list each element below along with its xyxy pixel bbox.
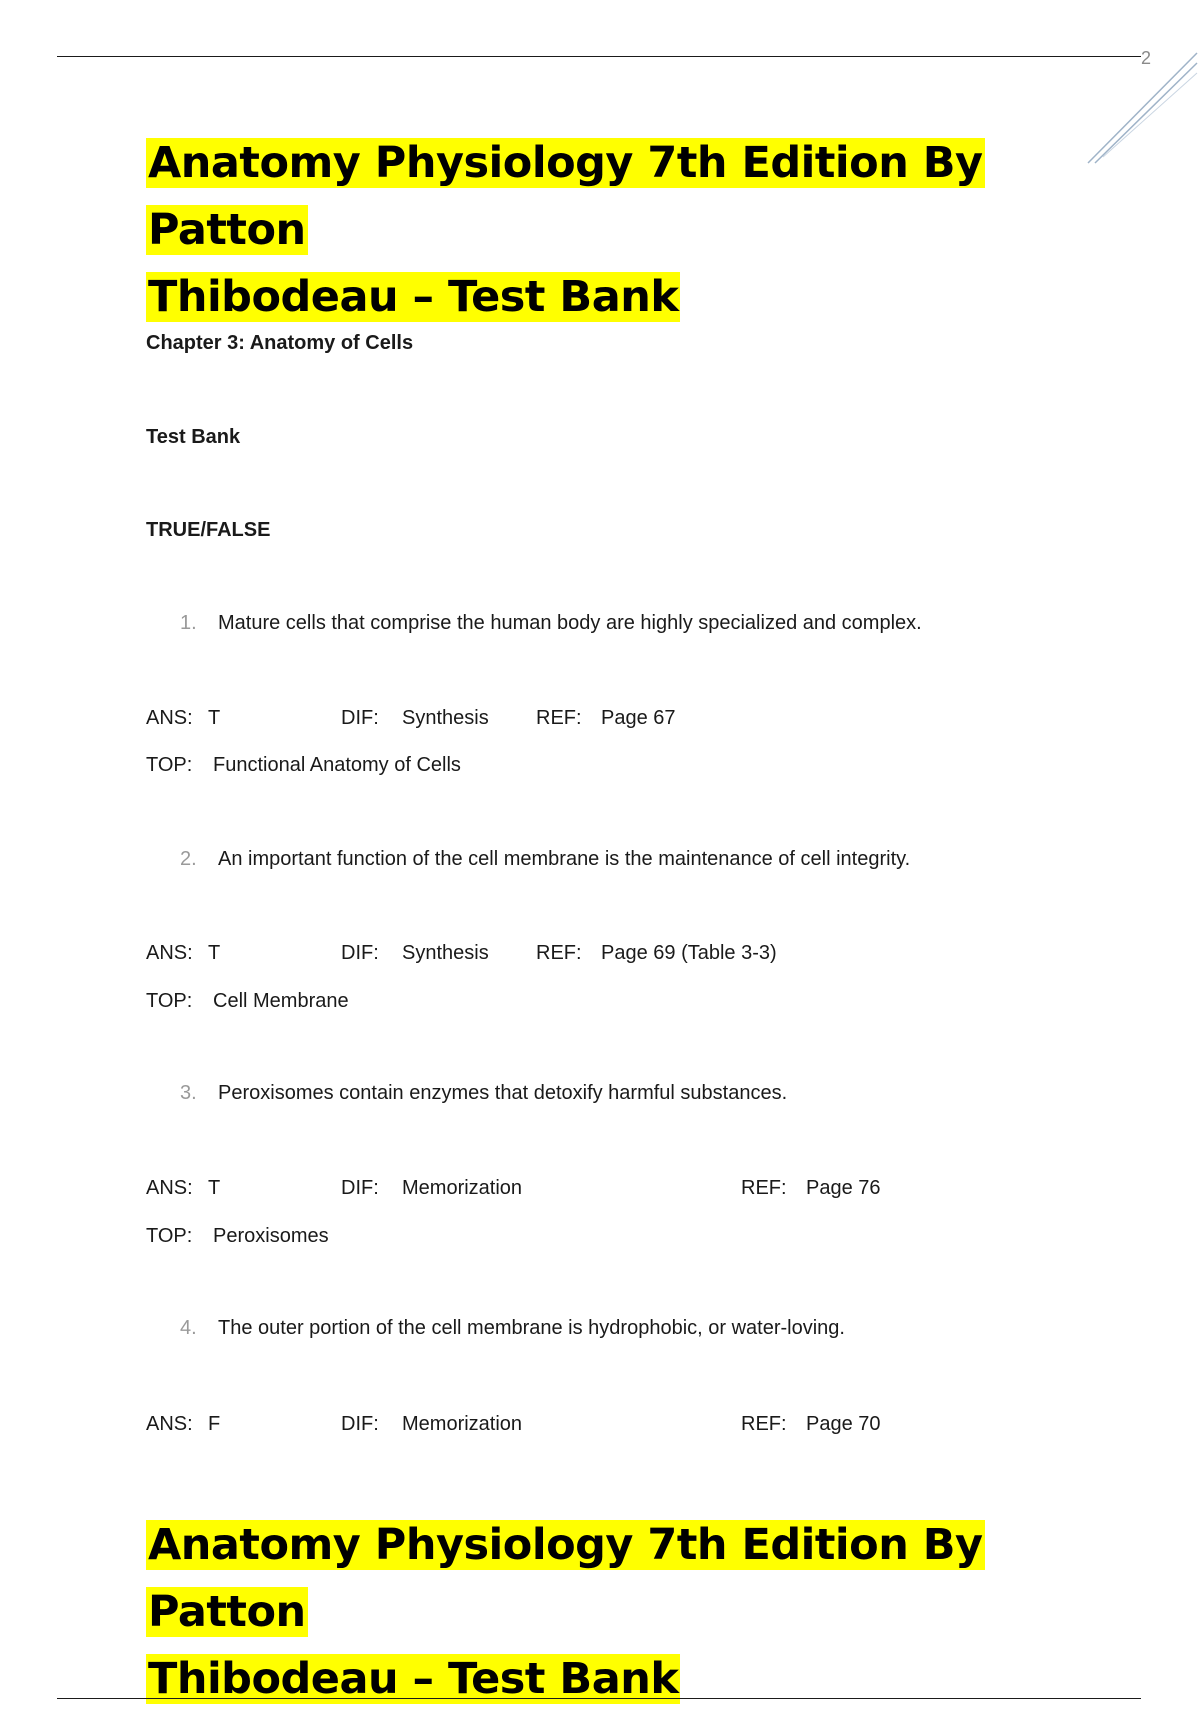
question-1 [180, 612, 922, 635]
question-number: 3. [180, 1082, 197, 1104]
question-text: The outer portion of the cell membrane is hydrophobic, or water-loving. [218, 1317, 845, 1339]
question-text: An important function of the cell membrane is the maintenance of cell integrity. [218, 848, 911, 870]
ans-label: ANS: [146, 707, 193, 729]
subtitle-heading: Test Bank [146, 426, 241, 448]
header-rule [57, 56, 1141, 57]
ans-value: T [208, 942, 221, 964]
top-value: Peroxisomes [213, 1225, 329, 1247]
ref-value: Page 69 (Table 3-3) [601, 942, 777, 964]
document-title [146, 130, 1096, 331]
dif-label: DIF: [341, 1413, 379, 1435]
ref-value: Page 67 [601, 707, 676, 729]
title-line-1: Anatomy Physiology 7th Edition By Patton [148, 1520, 983, 1637]
chapter-heading: Chapter 3: Anatomy of Cells [146, 332, 414, 354]
question-4 [180, 1317, 845, 1340]
top-value: Functional Anatomy of Cells [213, 754, 461, 776]
top-label: TOP: [146, 1225, 193, 1247]
ans-value: F [208, 1413, 221, 1435]
ref-value: Page 76 [806, 1177, 881, 1199]
dif-label: DIF: [341, 1177, 379, 1199]
ref-label: REF: [536, 942, 582, 964]
footer-rule [57, 1698, 1141, 1699]
dif-value: Memorization [402, 1177, 523, 1199]
ans-label: ANS: [146, 942, 193, 964]
question-text: Peroxisomes contain enzymes that detoxify harmful substances. [218, 1082, 788, 1104]
corner-decoration-lines [1085, 45, 1200, 170]
ref-label: REF: [741, 1413, 787, 1435]
title-line-2: Thibodeau – Test Bank [148, 1654, 679, 1704]
dif-value: Memorization [402, 1413, 523, 1435]
question-number: 1. [180, 612, 197, 634]
ref-label: REF: [741, 1177, 787, 1199]
top-value: Cell Membrane [213, 990, 349, 1012]
title-line-2: Thibodeau – Test Bank [148, 272, 679, 322]
question-3 [180, 1082, 787, 1105]
ans-label: ANS: [146, 1177, 193, 1199]
ans-label: ANS: [146, 1413, 193, 1435]
repeated-document-title [146, 1512, 1096, 1713]
dif-value: Synthesis [402, 707, 489, 729]
question-number: 2. [180, 848, 197, 870]
dif-value: Synthesis [402, 942, 489, 964]
dif-label: DIF: [341, 707, 379, 729]
ref-value: Page 70 [806, 1413, 881, 1435]
question-text: Mature cells that comprise the human body are highly specialized and complex. [218, 612, 922, 634]
title-line-1: Anatomy Physiology 7th Edition By Patton [148, 138, 983, 255]
ref-label: REF: [536, 707, 582, 729]
ans-value: T [208, 707, 221, 729]
question-number: 4. [180, 1317, 197, 1339]
dif-label: DIF: [341, 942, 379, 964]
top-label: TOP: [146, 754, 193, 776]
top-label: TOP: [146, 990, 193, 1012]
page-number: 2 [1141, 48, 1152, 68]
section-heading: TRUE/FALSE [146, 519, 271, 541]
question-2 [180, 848, 910, 871]
ans-value: T [208, 1177, 221, 1199]
